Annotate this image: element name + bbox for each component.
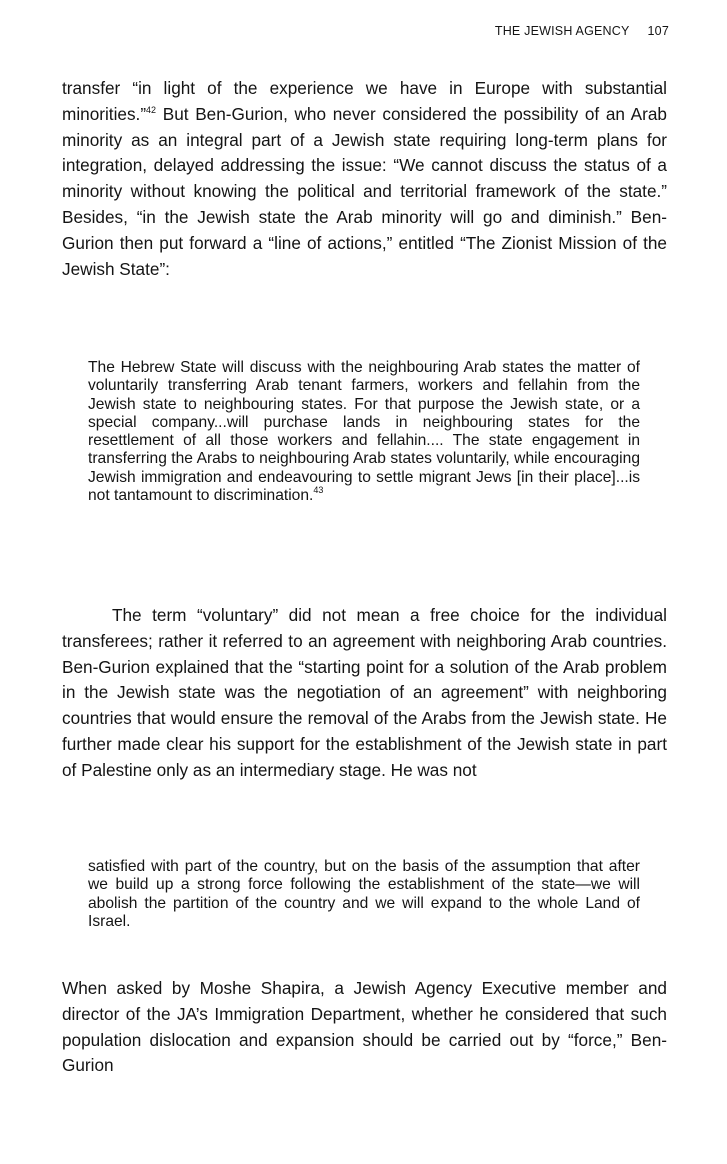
block-quote-2	[88, 858, 640, 931]
paragraph-1-text-a: transfer “in light of the experience we have in Europe with substantial minorities.”	[62, 78, 667, 124]
page-number: 107	[647, 24, 669, 38]
block-quote-2-text: satisfied with part of the country, but on the basis of the assumption that after we build up a strong force following the establishment of the state—we will abolish the partition of the country and we will expand to the whole Land of Israel.	[88, 858, 640, 930]
paragraph-2	[62, 603, 667, 784]
running-header	[495, 24, 669, 38]
footnote-ref-43: 43	[313, 485, 324, 496]
paragraph-3-text: When asked by Moshe Shapira, a Jewish Agency Executive member and director of the JA’s Immigration Department, whether he considered that such population dislocation and expansion should be carried out by “force,” Ben-Gurion	[62, 978, 667, 1076]
footnote-ref-42: 42	[146, 104, 157, 115]
paragraph-3	[62, 976, 667, 1079]
paragraph-1-text-b: But Ben-Gurion, who never considered the possibility of an Arab minority as an integral part of a Jewish state requiring long-term plans for integration, delayed addressing the issue: “We cannot discuss the status of a minority without knowing the political and territorial framework of the state.” Besides, “in the Jewish state the Arab minority will go and diminish.” Ben-Gurion then put forward a “line of actions,” entitled “The Zionist Mission of the Jewish State”:	[62, 103, 667, 279]
paragraph-1	[62, 76, 667, 282]
block-quote-1	[88, 359, 640, 505]
paragraph-2-text: The term “voluntary” did not mean a free choice for the individual transferees; rather it referred to an agreement with neighboring Arab countries. Ben-Gurion explained that the “starting point for a solution of the Arab problem in the Jewish state was the negotiation of an agreement” with neighboring countries that would ensure the removal of the Arabs from the Jewish state. He further made clear his support for the establishment of the Jewish state in part of Palestine only as an intermediary stage. He was not	[62, 605, 667, 780]
running-title: THE JEWISH AGENCY	[494, 24, 630, 38]
block-quote-1-text: The Hebrew State will discuss with the neighbouring Arab states the matter of voluntarily transferring Arab tenant farmers, workers and fellahin from the Jewish state to neighbouring states. For that purpose the Jewish state, or a special company...will purchase lands in neighbouring states for the resettlement of all those workers and fellahin.... The state engagement in transferring the Arabs to neighbouring Arab states voluntarily, while encouraging Jewish immigration and endeavouring to settle migrant Jews [in their place]...is not tantamount to discrimination.	[88, 359, 640, 505]
